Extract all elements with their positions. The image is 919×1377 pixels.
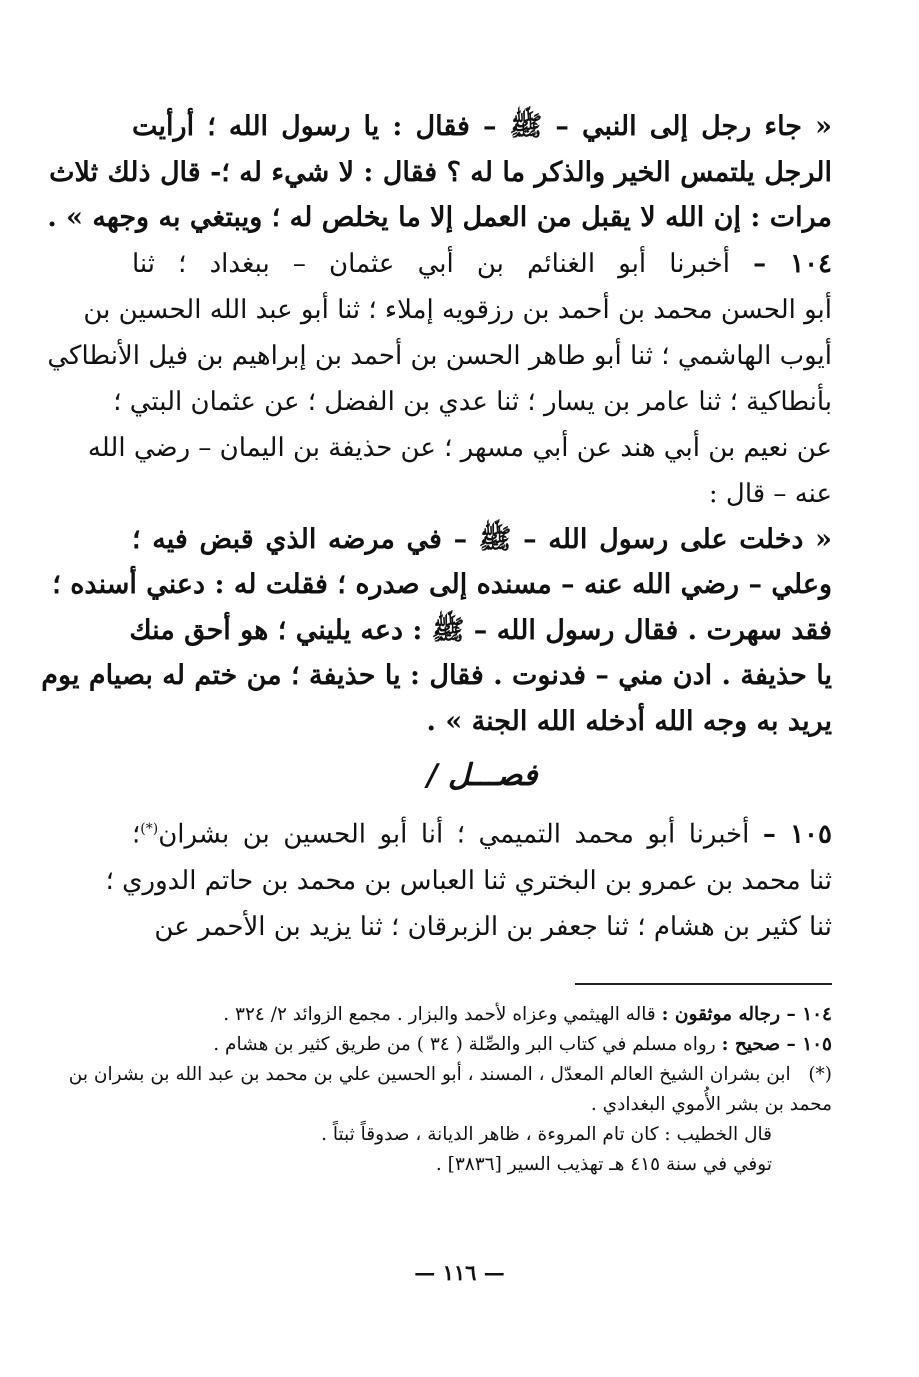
quoted-passage-2 — [41, 517, 832, 745]
passage-1-line-3: مرات : إن الله لا يقبل من العمل إلا ما يخلص له ؛ ويبتغي به وجهه » . — [47, 202, 832, 233]
hadith-105-line-1-end: ؛ — [132, 819, 141, 850]
main-text — [41, 104, 833, 950]
hadith-104-line-3: أيوب الهاشمي ؛ ثنا أبو طاهر الحسن بن أحمد بن إبراهيم بن فيل الأنطاكي — [47, 340, 832, 371]
footnote-105 — [98, 1030, 832, 1060]
hadith-105 — [105, 806, 832, 950]
section-heading-text: فصـــل / — [426, 758, 538, 793]
passage-2-line-3: فقد سهرت . فقال رسول الله – ﷺ : دعه يليني ؛ هو أحق منك — [129, 614, 832, 646]
hadith-104-line-5: عن نعيم بن أبي هند عن أبي مسهر ؛ عن حذيفة بن اليمان – رضي الله — [87, 432, 832, 463]
passage-1-line-1: « جاء رجل إلى النبي – ﷺ – فقال : يا رسول الله ؛ أرأيت — [132, 111, 832, 142]
section-heading — [132, 748, 832, 804]
passage-2-line-5: يريد به وجه الله أدخله الله الجنة » . — [426, 705, 832, 737]
footnotes — [68, 1000, 832, 1180]
footnote-105-label: ١٠٥ – صحيح : — [721, 1034, 832, 1055]
footnote-star-text-1: ابن بشران الشيخ العالم المعدّل ، المسند ، أبو الحسين علي بن محمد بن عبد الله بن بشران بن — [68, 1064, 791, 1085]
footnote-star-marker: (*) — [808, 1064, 832, 1085]
hadith-104 — [47, 241, 833, 517]
footnote-marker: (*) — [140, 821, 159, 837]
passage-2-line-4: يا حذيفة . ادن مني – فدنوت . فقال : يا حذيفة ؛ من ختم له بصيام يوم — [41, 660, 832, 691]
footnote-star-line-1 — [68, 1060, 832, 1090]
footnote-104-label: ١٠٤ – رجاله موثقون : — [661, 1004, 832, 1025]
hadith-104-line-6: عنه – قال : — [708, 478, 832, 509]
page-number: — ١١٦ — — [414, 1260, 505, 1285]
footnote-105-text: رواه مسلم في كتاب البر والصِّلة ( ٣٤ ) من طريق كثير بن هشام . — [213, 1034, 716, 1055]
quoted-passage-1 — [47, 104, 832, 241]
footnote-star-line-3: قال الخطيب : كان تام المروءة ، ظاهر الديانة ، صدوقاً ثبتاً . — [321, 1124, 772, 1145]
passage-1-line-2: الرجل يلتمس الخير والذكر ما له ؟ فقال : لا شيء له ؛- قال ذلك ثلاث — [49, 156, 832, 188]
hadith-105-line-2: ثنا محمد بن عمرو بن البختري ثنا العباس بن محمد بن حاتم الدوري ؛ — [105, 865, 832, 896]
hadith-104-number: ١٠٤ – — [753, 248, 833, 279]
hadith-105-line-1 — [132, 806, 832, 858]
hadith-104-line-1 — [132, 241, 832, 287]
passage-2-line-1: « دخلت على رسول الله – ﷺ – في مرضه الذي قبض فيه ؛ — [132, 523, 832, 555]
hadith-104-line-2: أبو الحسن محمد بن أحمد بن رزقويه إملاء ؛ ثنا أبو عبد الله الحسين بن — [83, 294, 832, 325]
footnote-divider — [575, 983, 832, 985]
footnote-104-text: قاله الهيثمي وعزاه لأحمد والبزار . مجمع الزوائد ٢/ ٣٢٤ . — [223, 1004, 656, 1025]
footnote-104 — [98, 1000, 832, 1030]
passage-2-line-2: وعلي – رضي الله عنه – مسنده إلى صدره ؛ فقلت له : دعني أسنده ؛ — [52, 569, 832, 600]
hadith-105-line-3: ثنا كثير بن هشام ؛ ثنا جعفر بن الزبرقان ؛ ثنا يزيد بن الأحمر عن — [154, 911, 832, 942]
footnote-star-line-4: توفي في سنة ٤١٥ هـ تهذيب السير [٣٨٣٦] . — [435, 1154, 772, 1175]
footnote-star-line-2: محمد بن بشر الأُموي البغدادي . — [590, 1094, 832, 1115]
hadith-105-text-1: أخبرنا أبو محمد التميمي ؛ أنا أبو الحسين بن بشران — [158, 819, 750, 850]
hadith-104-text-1: أخبرنا أبو الغنائم بن أبي عثمان – ببغداد ؛ ثنا — [132, 248, 730, 279]
hadith-104-line-4: بأنطاكية ؛ ثنا عامر بن يسار ؛ ثنا عدي بن الفضل ؛ عن عثمان البتي ؛ — [113, 386, 832, 417]
hadith-105-number: ١٠٥ – — [762, 819, 832, 850]
